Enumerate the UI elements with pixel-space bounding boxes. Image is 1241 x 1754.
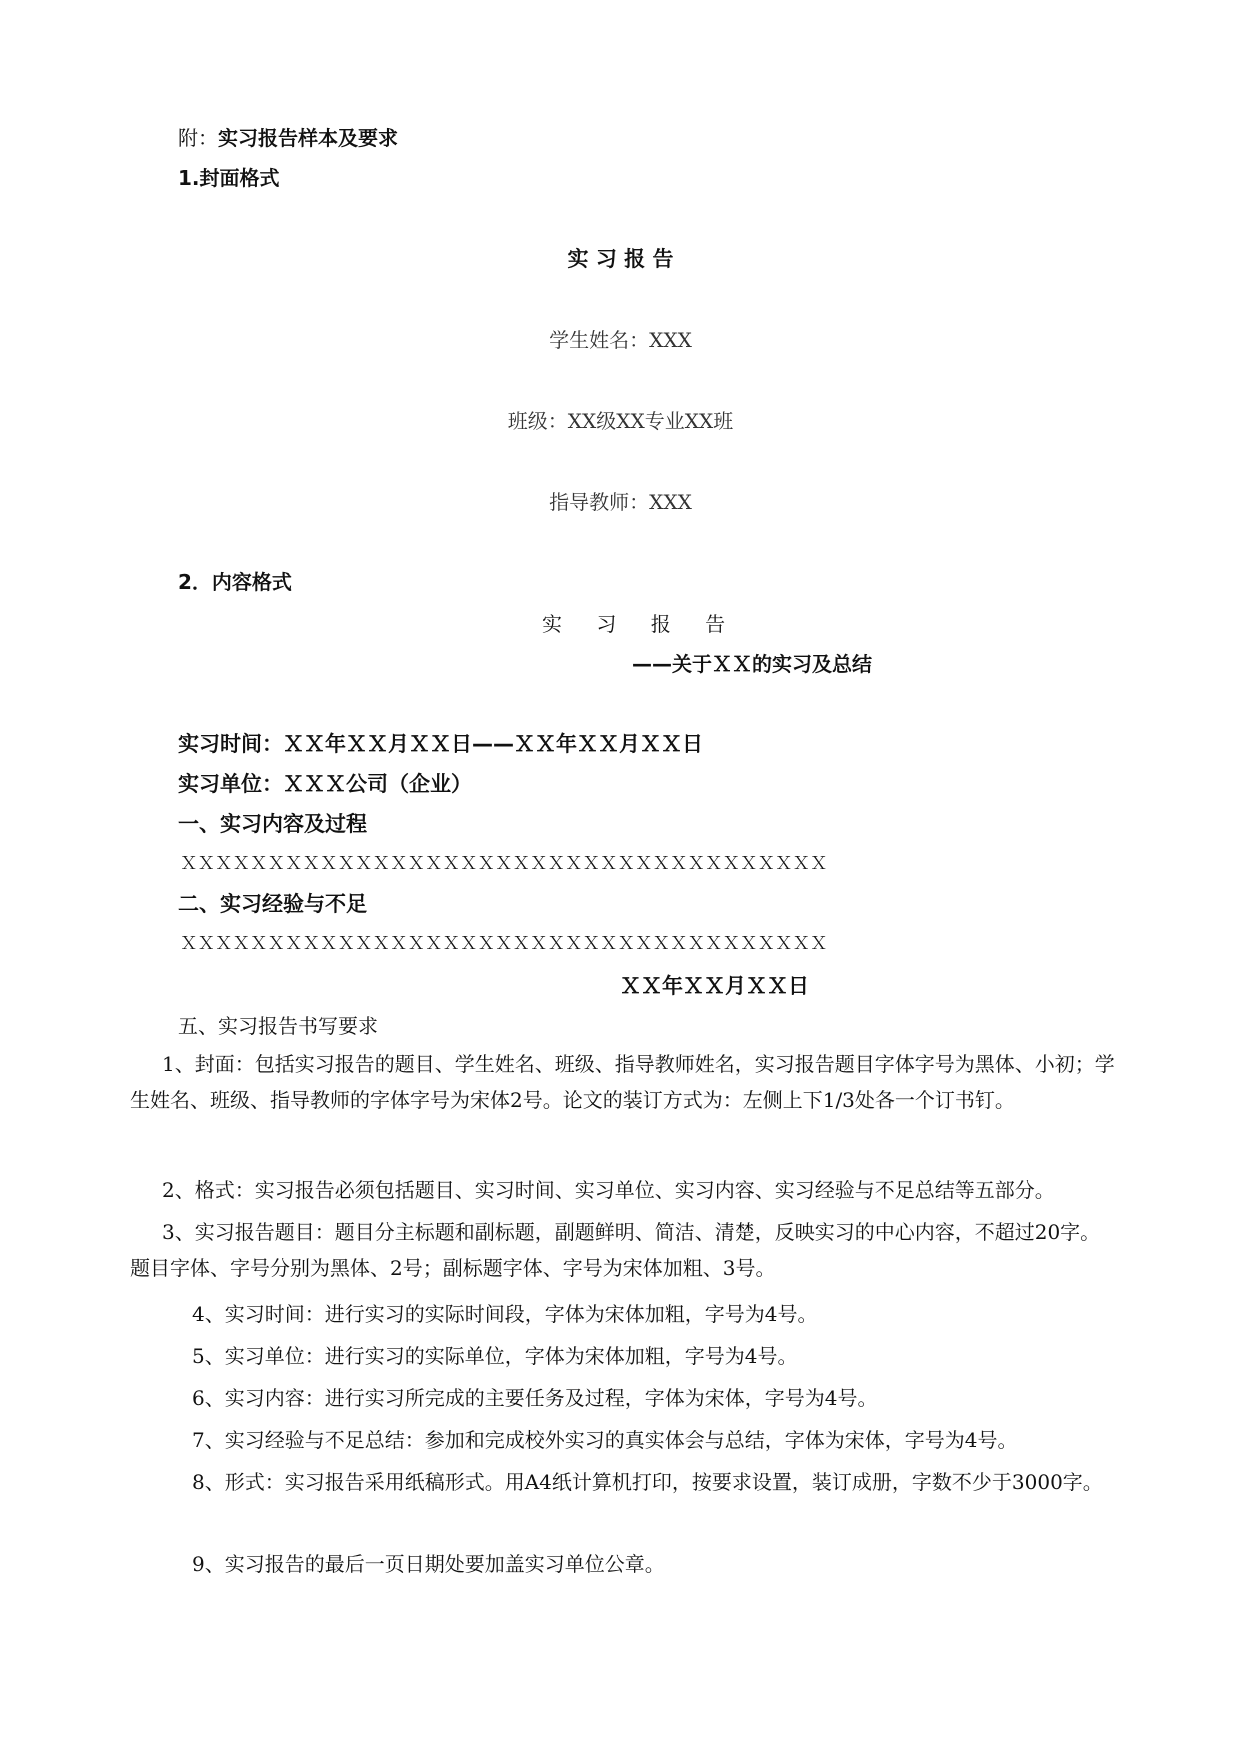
requirements-heading: 五、实习报告书写要求 <box>178 1014 378 1038</box>
cover-class: 班级：XX级XX专业XX班 <box>507 409 734 433</box>
section1-body: ＸＸＸＸＸＸＸＸＸＸＸＸＸＸＸＸＸＸＸＸＸＸＸＸＸＸＸＸＸＸＸＸＸＸＸＸＸ <box>180 854 828 874</box>
requirement-item-8: 8、形式：实习报告采用纸稿形式。用A4纸计算机打印，按要求设置，装订成册，字数不少于3000字。 <box>192 1470 1103 1494</box>
cover-advisor: 指导教师：XXX <box>549 490 692 514</box>
content-heading: 2．内容格式 <box>178 570 292 594</box>
content-time: 实习时间：ＸＸ年ＸＸ月ＸＸ日——ＸＸ年ＸＸ月ＸＸ日 <box>178 732 703 756</box>
section2-heading: 二、实习经验与不足 <box>178 892 367 916</box>
requirement-item-3: 3、实习报告题目：题目分主标题和副标题，副题鲜明、简洁、清楚，反映实习的中心内容，不超过20字。题目字体、字号分别为黑体、2号；副标题字体、字号为宋体加粗、3号。 <box>130 1220 1101 1280</box>
requirement-item-6: 6、实习内容：进行实习所完成的主要任务及过程，字体为宋体，字号为4号。 <box>192 1386 878 1410</box>
content-title: 实 习 报 告 <box>542 612 740 636</box>
section1-heading: 一、实习内容及过程 <box>178 812 367 836</box>
section2-body: ＸＸＸＸＸＸＸＸＸＸＸＸＸＸＸＸＸＸＸＸＸＸＸＸＸＸＸＸＸＸＸＸＸＸＸＸＸ <box>180 934 828 954</box>
appendix-prefix: 附： <box>178 126 218 150</box>
appendix-title: 实习报告样本及要求 <box>218 126 398 150</box>
requirement-item-1: 1、封面：包括实习报告的题目、学生姓名、班级、指导教师姓名，实习报告题目字体字号为黑体、小初；学生姓名、班级、指导教师的字体字号为宋体2号。论文的装订方式为：左侧上下1/3处各一个订书钉。 <box>130 1052 1115 1112</box>
content-subtitle: ——关于ＸＸ的实习及总结 <box>632 652 872 676</box>
cover-heading: 1.封面格式 <box>178 166 280 190</box>
appendix-line <box>178 128 398 148</box>
requirement-item-5: 5、实习单位：进行实习的实际单位，字体为宋体加粗，字号为4号。 <box>192 1344 798 1368</box>
cover-student: 学生姓名：XXX <box>549 328 692 352</box>
content-unit: 实习单位：ＸＸＸ公司（企业） <box>178 772 472 796</box>
content-date: ＸＸ年ＸＸ月ＸＸ日 <box>620 974 809 998</box>
requirement-item-4: 4、实习时间：进行实习的实际时间段，字体为宋体加粗，字号为4号。 <box>192 1302 818 1326</box>
requirement-item-7: 7、实习经验与不足总结：参加和完成校外实习的真实体会与总结，字体为宋体，字号为4号。 <box>192 1428 1018 1452</box>
cover-title: 实 习 报 告 <box>567 247 674 271</box>
requirement-item-2: 2、格式：实习报告必须包括题目、实习时间、实习单位、实习内容、实习经验与不足总结等五部分。 <box>162 1178 1055 1202</box>
requirement-item-9: 9、实习报告的最后一页日期处要加盖实习单位公章。 <box>192 1552 665 1576</box>
